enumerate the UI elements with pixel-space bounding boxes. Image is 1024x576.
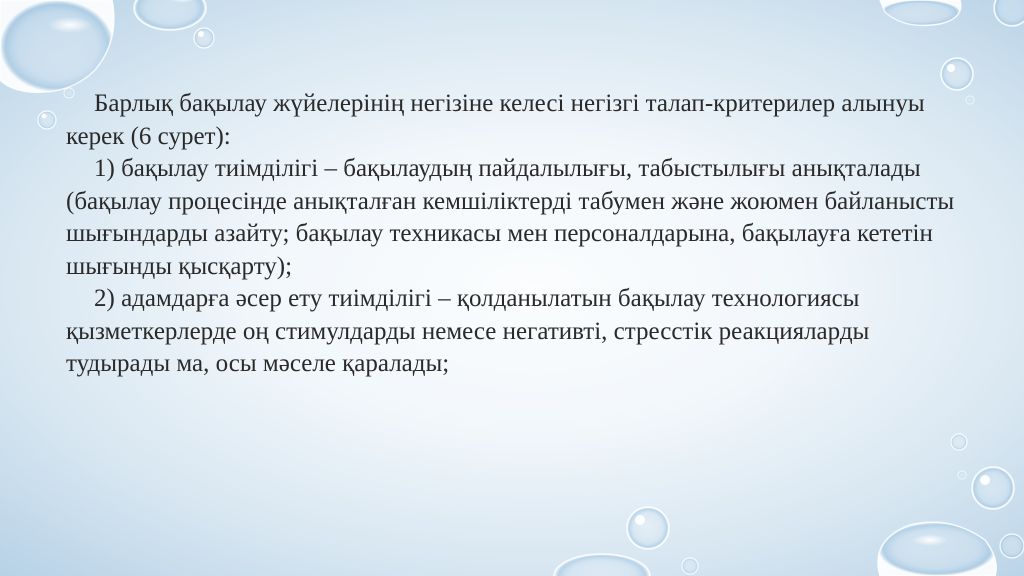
droplet-icon [941, 58, 973, 90]
droplet-icon [972, 467, 1014, 509]
droplet-icon [994, 0, 1024, 26]
droplet-icon [682, 558, 698, 574]
droplet-icon [554, 554, 650, 576]
droplet-icon [0, 0, 114, 92]
body-text [66, 88, 966, 381]
droplet-icon [134, 0, 206, 30]
droplet-icon [38, 111, 56, 129]
droplet-icon [194, 28, 214, 48]
droplet-icon [627, 507, 669, 549]
droplet-icon [958, 471, 966, 479]
droplet-icon [878, 522, 996, 576]
droplet-icon [966, 96, 974, 104]
droplet-icon [951, 434, 967, 450]
droplet-icon [1000, 534, 1024, 558]
droplet-icon [880, 0, 961, 26]
paragraph-item-1: 1) бақылау тиімділігі – бақылаудың пайдалылығы, табыстылығы анықталады (бақылау процесінде анықталған кемшіліктерді табумен және жоюмен байланысты шығындарды азайту; бақылау техникасы мен персоналдарына, бақылауға кететін шығынды қысқарту); [66, 155, 955, 280]
paragraph-intro: Барлық бақылау жүйелерінің негізіне келесі негізгі талап-критерилер алынуы керек (6 сурет): [66, 90, 925, 150]
paragraph-item-2: 2) адамдарға әсер ету тиімділігі – қолданылатын бақылау технологиясы қызметкерлерде оң стимулдарды немесе негативті, стресстік реакцияларды тудырады ма, осы мәселе қаралады; [66, 285, 870, 377]
